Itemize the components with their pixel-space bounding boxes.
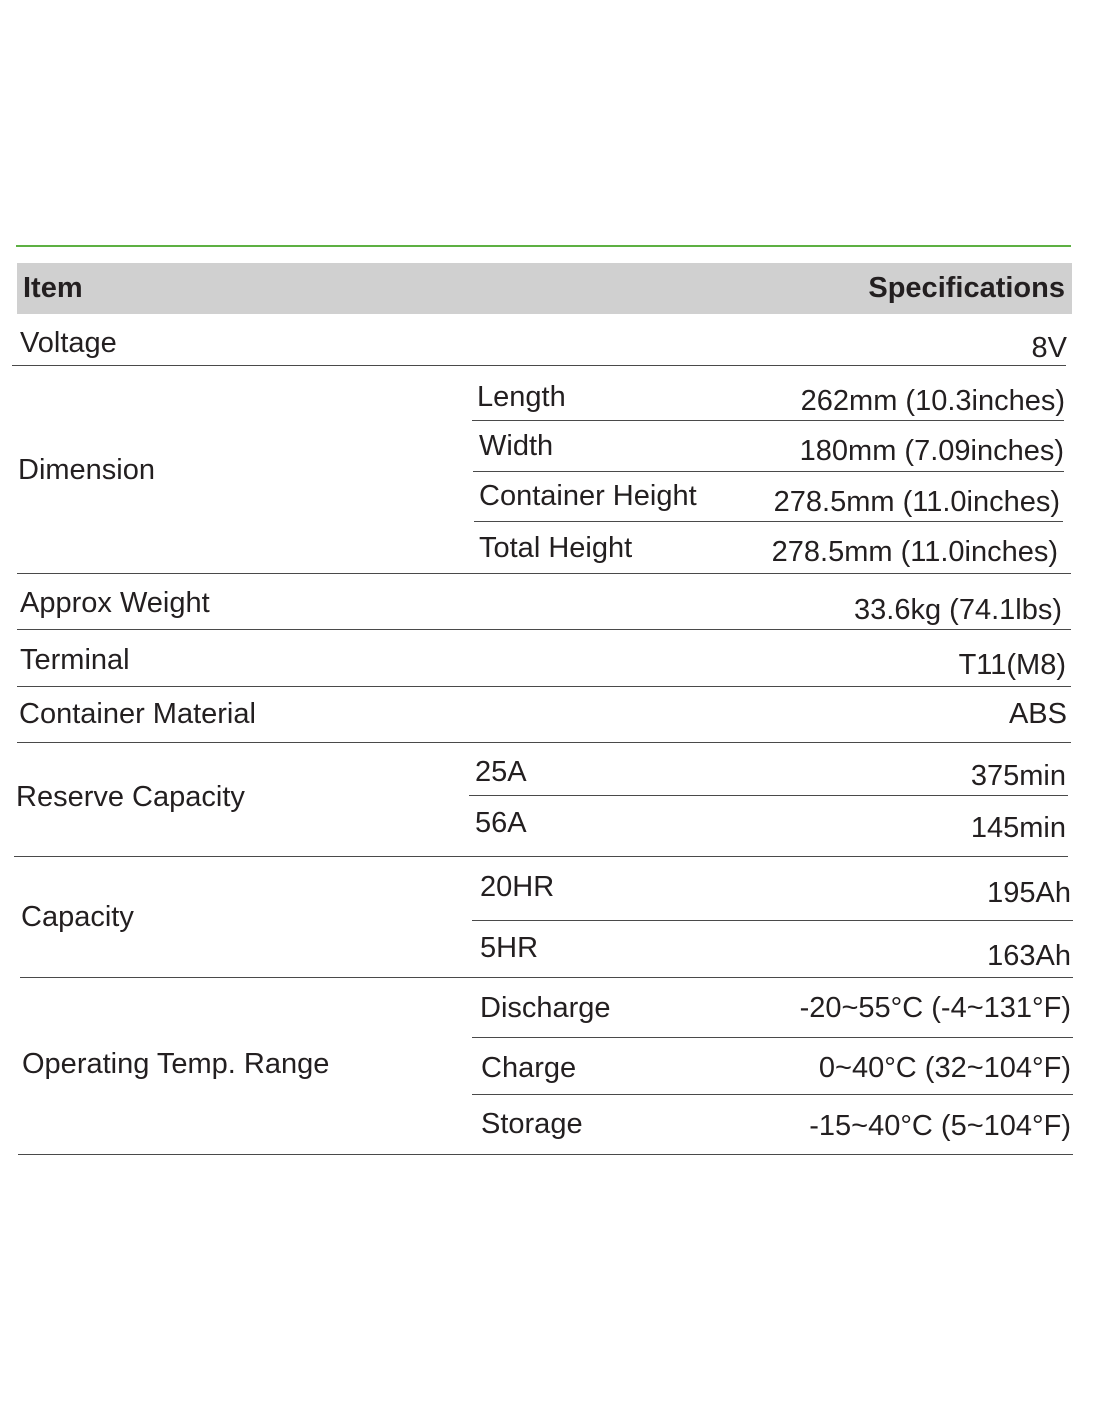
temp-sub-discharge: Discharge [480, 992, 611, 1024]
header-specifications: Specifications [868, 272, 1065, 304]
capacity-sub-5hr: 5HR [480, 932, 539, 964]
reserve-sub-25a: 25A [475, 756, 527, 788]
row-divider [17, 742, 1071, 743]
terminal-label: Terminal [20, 644, 130, 676]
temp-value-charge: 0~40°C (32~104°F) [818, 1052, 1071, 1084]
sub-row-divider [473, 471, 1064, 472]
reserve-sub-56a: 56A [475, 807, 527, 839]
material-label: Container Material [19, 698, 256, 730]
dimension-value-width: 180mm (7.09inches) [799, 435, 1064, 467]
material-value: ABS [1008, 698, 1067, 730]
terminal-value: T11(M8) [958, 649, 1066, 681]
table-bottom-rule [18, 1154, 1073, 1155]
table-header [17, 263, 1072, 314]
row-divider [14, 856, 1068, 857]
sub-row-divider [472, 920, 1073, 921]
capacity-value-5hr: 163Ah [987, 940, 1071, 972]
temp-sub-storage: Storage [481, 1108, 583, 1140]
row-divider [17, 573, 1071, 574]
row-divider [12, 365, 1066, 366]
dimension-sub-total-height: Total Height [479, 532, 633, 564]
dimension-sub-width: Width [479, 430, 554, 462]
temp-label: Operating Temp. Range [22, 1048, 330, 1080]
dimension-sub-container-height: Container Height [479, 480, 697, 512]
sub-row-divider [469, 795, 1068, 796]
row-divider [17, 686, 1071, 687]
reserve-value-25a: 375min [970, 760, 1066, 792]
capacity-label: Capacity [21, 901, 134, 933]
temp-value-discharge: -20~55°C (-4~131°F) [799, 992, 1071, 1024]
dimension-value-length: 262mm (10.3inches) [800, 385, 1065, 417]
reserve-value-56a: 145min [970, 812, 1066, 844]
header-item: Item [23, 272, 83, 304]
row-divider [20, 977, 1073, 978]
capacity-sub-20hr: 20HR [480, 871, 555, 903]
capacity-value-20hr: 195Ah [987, 877, 1071, 909]
row-divider [17, 629, 1071, 630]
weight-label: Approx Weight [20, 587, 210, 619]
temp-sub-charge: Charge [481, 1052, 577, 1084]
dimension-value-container-height: 278.5mm (11.0inches) [773, 486, 1060, 518]
temp-value-storage: -15~40°C (5~104°F) [809, 1110, 1071, 1142]
top-green-rule [16, 245, 1071, 247]
sub-row-divider [474, 521, 1063, 522]
sub-row-divider [472, 420, 1064, 421]
dimension-value-total-height: 278.5mm (11.0inches) [771, 536, 1058, 568]
voltage-value: 8V [1031, 332, 1067, 364]
weight-value: 33.6kg (74.1lbs) [854, 594, 1062, 626]
voltage-label: Voltage [20, 327, 117, 359]
reserve-label: Reserve Capacity [16, 781, 245, 813]
sub-row-divider [472, 1094, 1073, 1095]
sub-row-divider [472, 1037, 1073, 1038]
dimension-label: Dimension [18, 454, 155, 486]
dimension-sub-length: Length [477, 381, 566, 413]
